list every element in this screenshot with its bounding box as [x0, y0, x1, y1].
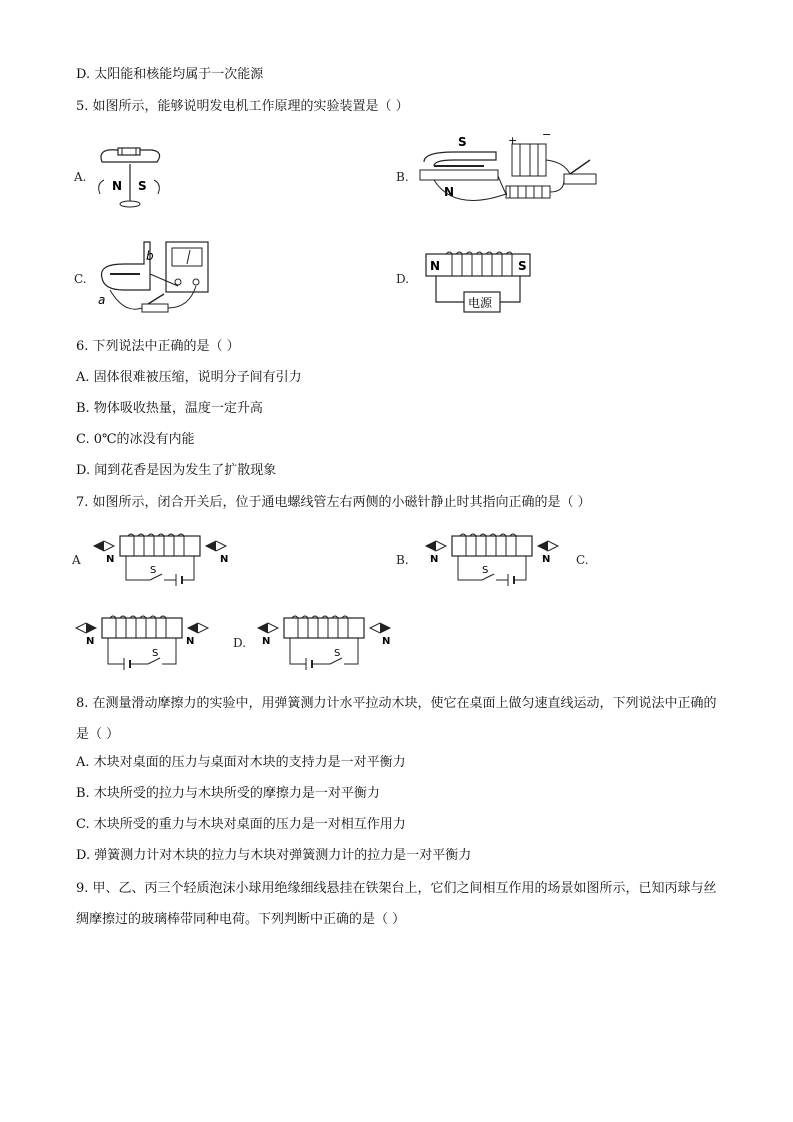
circuit-wires: [126, 556, 194, 580]
needle-n-label: N: [382, 636, 391, 647]
q7-figure-a: [92, 530, 242, 588]
switch-label: S: [152, 648, 159, 659]
q7-label-a: A: [72, 553, 81, 567]
switch-lever: [148, 294, 164, 304]
q9-stem: 9. 甲、乙、丙三个轻质泡沫小球用绝缘细线悬挂在铁架台上，它们之间相互作用的场景如图所示，已知丙球与丝绸摩擦过的玻璃棒带同种电荷。下列判断中正确的是（ ）: [76, 881, 717, 927]
solenoid: [284, 618, 364, 638]
magnet-s-label: S: [138, 179, 147, 193]
q5-figure-b: [414, 128, 606, 214]
power-source-label: 电源: [468, 296, 493, 310]
needle-n-label: N: [186, 636, 195, 647]
magnet-frame: [101, 242, 150, 290]
solenoid: [452, 536, 532, 556]
q5-figure-c: [94, 234, 214, 320]
q7-label-d: D.: [233, 636, 247, 650]
solenoid-n-label: N: [430, 259, 441, 273]
q5-label-a: A.: [74, 170, 87, 184]
switch-lever: [570, 160, 590, 174]
needle-n-label: N: [262, 636, 271, 647]
needle-left: [258, 623, 268, 633]
circuit-wires: [458, 556, 526, 580]
rotation-arrow-right: [154, 180, 159, 194]
q7-figure-c: [74, 612, 224, 674]
circuit-wires: [108, 638, 176, 664]
base-block: [420, 170, 498, 180]
needle-right: [380, 623, 390, 633]
q6-option-b: B. 物体吸收热量，温度一定升高: [76, 401, 263, 416]
q5-figure-d: [426, 248, 538, 318]
rotation-arrow-left: [99, 180, 104, 194]
q4-option-d: D. 太阳能和核能均属于一次能源: [76, 67, 264, 82]
q5-label-b: B.: [396, 170, 409, 184]
needle-n-label: N: [106, 554, 115, 565]
q6-option-a: A. 固体很难被压缩，说明分子间有引力: [76, 370, 302, 385]
rheostat: [506, 186, 550, 198]
q7-label-c: C.: [576, 553, 589, 567]
q5-label-c: C.: [74, 272, 87, 286]
q7-label-b: B.: [396, 553, 409, 567]
switch-base: [564, 174, 596, 184]
needle-n-label: N: [542, 554, 551, 565]
solenoid: [102, 618, 182, 638]
point-b-label: b: [146, 249, 154, 263]
battery-box: [512, 144, 546, 176]
switch-label: S: [482, 565, 489, 576]
q8-option-b: B. 木块所受的拉力与木块所受的摩擦力是一对平衡力: [76, 786, 380, 801]
q7-figure-d: [256, 612, 406, 674]
magnet-s-label: S: [458, 135, 467, 149]
q5-stem: 5. 如图所示，能够说明发电机工作原理的实验装置是（ ）: [76, 99, 409, 114]
needle-right: [538, 541, 548, 551]
switch-base: [142, 304, 168, 312]
needle-right: [188, 623, 198, 633]
q8-option-a: A. 木块对桌面的压力与桌面对木块的支持力是一对平衡力: [76, 755, 406, 770]
q5-label-d: D.: [396, 272, 410, 286]
solenoid-s-label: S: [518, 259, 527, 273]
q8-option-d: D. 弹簧测力计对木块的拉力与木块对弹簧测力计的拉力是一对平衡力: [76, 848, 472, 863]
solenoid: [426, 254, 530, 276]
q7-stem: 7. 如图所示，闭合开关后，位于通电螺线管左右两侧的小磁针静止时其指向正确的是（ ）: [76, 495, 591, 510]
magnet-n-label: N: [444, 185, 455, 199]
q7-figure-b: [424, 530, 574, 588]
q6-option-c: C. 0℃的冰没有内能: [76, 432, 195, 447]
needle-right: [206, 541, 216, 551]
battery-minus-label: −: [542, 128, 552, 141]
switch-label: S: [334, 648, 341, 659]
battery-plus-label: +: [508, 134, 518, 147]
point-a-label: a: [98, 293, 106, 307]
u-magnet: [424, 152, 496, 166]
q5-figure-a: [92, 140, 172, 212]
switch-label: S: [150, 565, 157, 576]
needle-n-label: N: [430, 554, 439, 565]
q8-option-c: C. 木块所受的重力与木块对桌面的压力是一对相互作用力: [76, 817, 406, 832]
q6-option-d: D. 闻到花香是因为发生了扩散现象: [76, 463, 277, 478]
stand-base: [120, 201, 140, 207]
needle-left: [86, 623, 96, 633]
circuit-wires: [290, 638, 358, 664]
galvanometer-tube: [118, 148, 140, 155]
needle-left: [94, 541, 104, 551]
magnet-n-label: N: [112, 179, 123, 193]
q8-stem: 8. 在测量滑动摩擦力的实验中，用弹簧测力计水平拉动木块，使它在桌面上做匀速直线运动，下列说法中正确的是（ ）: [76, 696, 717, 742]
needle-n-label: N: [86, 636, 95, 647]
needle-left: [426, 541, 436, 551]
needle-n-label: N: [220, 554, 229, 565]
solenoid: [120, 536, 200, 556]
q6-stem: 6. 下列说法中正确的是（ ）: [76, 339, 240, 354]
